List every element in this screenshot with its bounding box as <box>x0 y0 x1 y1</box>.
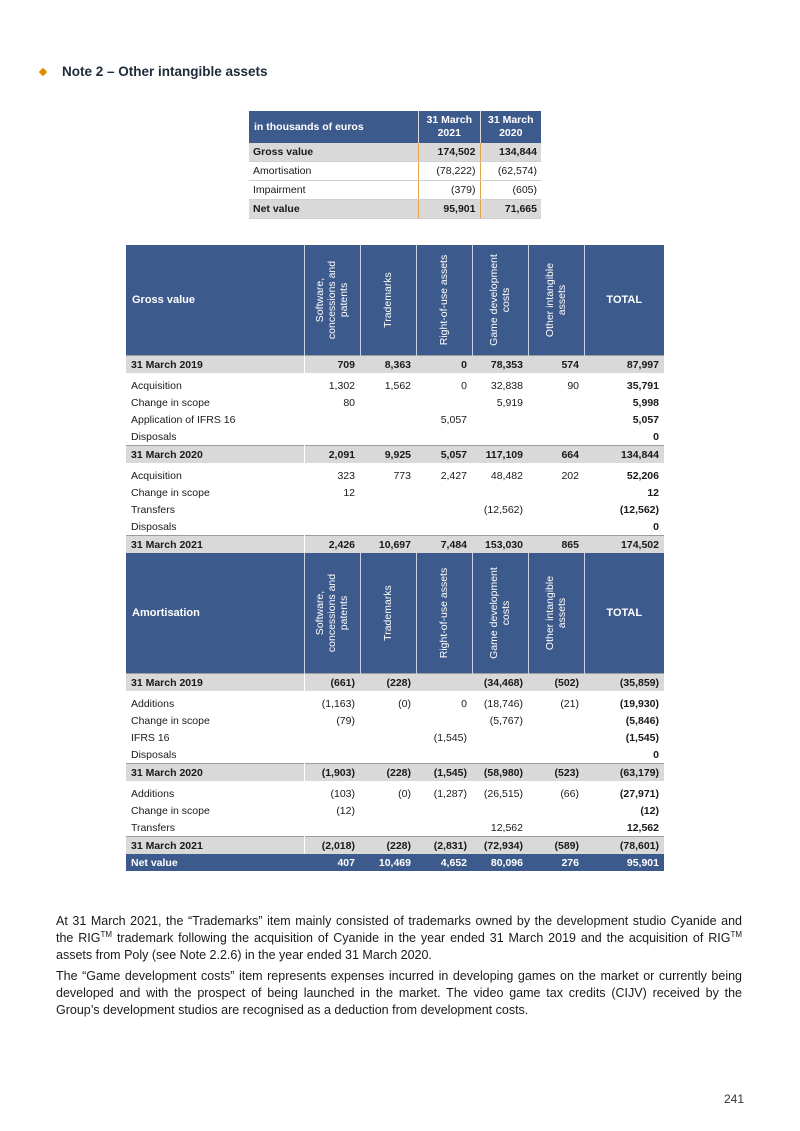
table-cell: 12 <box>343 486 355 499</box>
table-cell: (21) <box>560 697 579 710</box>
row-label: Change in scope <box>131 804 210 817</box>
table-cell <box>360 411 416 428</box>
table-cell <box>472 746 528 764</box>
table-cell: 664 <box>528 446 584 464</box>
table-cell: (66) <box>560 787 579 800</box>
table-cell <box>304 746 360 764</box>
table-cell: 9,925 <box>360 446 416 464</box>
table-row <box>126 746 664 764</box>
table-row <box>126 695 664 712</box>
table-cell <box>472 484 528 501</box>
table-row <box>126 729 664 746</box>
table-row <box>126 837 664 855</box>
summary-row <box>249 162 541 181</box>
table-cell <box>528 394 584 411</box>
table-cell <box>360 746 416 764</box>
col-header-right-of-use: Right-of-use assets <box>416 245 472 356</box>
table-cell: (19,930) <box>619 697 659 710</box>
col-header-game-dev: Game development costs <box>472 553 528 674</box>
movement-table <box>126 245 664 871</box>
summary-cell: 95,901 <box>419 200 481 219</box>
table-cell: (228) <box>360 674 416 692</box>
col-header-total: TOTAL <box>584 553 664 674</box>
table-cell <box>472 729 528 746</box>
table-cell: 8,363 <box>360 356 416 374</box>
table-cell: (34,468) <box>472 674 528 692</box>
table-row <box>126 411 664 428</box>
table-cell: 709 <box>304 356 360 374</box>
table-row <box>126 484 664 501</box>
table-row <box>126 394 664 411</box>
col-header-right-of-use: Right-of-use assets <box>416 553 472 674</box>
table-cell <box>416 428 472 446</box>
table-row <box>126 536 664 554</box>
table-cell: (228) <box>360 764 416 782</box>
table-cell <box>528 802 584 819</box>
table-cell: 87,997 <box>584 356 664 374</box>
table-cell: 80,096 <box>472 854 528 871</box>
row-label: Disposals <box>131 520 177 533</box>
table-cell: (72,934) <box>472 837 528 855</box>
summary-cell: 174,502 <box>419 143 481 162</box>
row-label: Disposals <box>131 430 177 443</box>
row-label: Acquisition <box>131 469 182 482</box>
row-label: 31 March 2020 <box>126 446 304 464</box>
table-cell: (523) <box>528 764 584 782</box>
table-cell: (2,831) <box>416 837 472 855</box>
table-cell: 5,919 <box>496 396 523 409</box>
table-cell: 2,091 <box>304 446 360 464</box>
table-row <box>126 518 664 536</box>
table-cell: 0 <box>653 748 659 761</box>
table-row <box>126 674 664 692</box>
table-cell <box>416 394 472 411</box>
summary-header-2020: 31 March 2020 <box>480 111 541 143</box>
table-cell: (26,515) <box>483 787 523 800</box>
row-label: Additions <box>131 787 175 800</box>
row-label: Change in scope <box>131 396 210 409</box>
table-cell: 5,057 <box>440 413 467 426</box>
col-header-trademarks: Trademarks <box>360 553 416 674</box>
table-cell: (0) <box>398 787 411 800</box>
summary-row <box>249 200 541 219</box>
summary-cell: (78,222) <box>419 162 481 181</box>
table-cell: 80 <box>343 396 355 409</box>
table-cell: 5,057 <box>632 413 659 426</box>
table-cell: 48,482 <box>490 469 523 482</box>
table-cell: (1,545) <box>433 731 467 744</box>
table-cell <box>528 712 584 729</box>
table-cell: (35,859) <box>584 674 664 692</box>
col-header-other: Other intangible assets <box>528 553 584 674</box>
row-label: 31 March 2019 <box>126 674 304 692</box>
summary-header-label: in thousands of euros <box>249 111 419 143</box>
table-cell: (1,545) <box>625 731 659 744</box>
table-cell: 95,901 <box>584 854 664 871</box>
summary-cell: (605) <box>480 181 541 200</box>
table-cell <box>416 802 472 819</box>
table-cell: (0) <box>398 697 411 710</box>
table-cell: 276 <box>528 854 584 871</box>
table-cell: (1,545) <box>416 764 472 782</box>
note-title: Note 2 – Other intangible assets <box>62 64 268 79</box>
summary-cell: (62,574) <box>480 162 541 181</box>
table-row <box>126 356 664 374</box>
table-cell: 5,998 <box>632 396 659 409</box>
table-cell: 574 <box>528 356 584 374</box>
table-cell: 0 <box>653 520 659 533</box>
table-cell <box>416 501 472 518</box>
table-cell <box>360 428 416 446</box>
table-cell: (589) <box>528 837 584 855</box>
row-label: IFRS 16 <box>131 731 170 744</box>
summary-cell: 71,665 <box>480 200 541 219</box>
summary-row-label: Impairment <box>249 181 419 200</box>
summary-table <box>249 111 541 219</box>
table-cell: (12,562) <box>483 503 523 516</box>
table-cell: 202 <box>561 469 579 482</box>
row-label: Acquisition <box>131 379 182 392</box>
table-cell: 134,844 <box>584 446 664 464</box>
table-cell <box>416 674 472 692</box>
table-row <box>126 819 664 837</box>
row-label: Additions <box>131 697 175 710</box>
col-header-software: Software, concessions and patents <box>304 553 360 674</box>
row-label: Net value <box>126 854 304 871</box>
table-cell: 153,030 <box>472 536 528 554</box>
table-cell: (5,846) <box>625 714 659 727</box>
table-cell: (661) <box>304 674 360 692</box>
table-cell: 407 <box>304 854 360 871</box>
table-cell: 5,057 <box>416 446 472 464</box>
table-cell <box>416 746 472 764</box>
table-cell: (12) <box>640 804 659 817</box>
table-cell <box>416 484 472 501</box>
table-cell: 7,484 <box>416 536 472 554</box>
table-cell <box>304 411 360 428</box>
trademarks-paragraph: At 31 March 2021, the “Trademarks” item mainly consisted of trademarks owned by the development studio Cyanide and the RIG™ trademark following the acquisition of Cyanide in the year ended 31 March 2019 and the acquisition of RIG™ assets from Poly (see Note 2.2.6) in the year ended 31 March 2020. <box>56 913 742 962</box>
table-row <box>126 377 664 394</box>
table-cell <box>528 819 584 837</box>
col-header-game-dev: Game development costs <box>472 245 528 356</box>
table-cell: (58,980) <box>472 764 528 782</box>
table-cell: (63,179) <box>584 764 664 782</box>
table-cell: 2,427 <box>440 469 467 482</box>
table-cell: 12,562 <box>626 821 659 834</box>
table-cell: 10,697 <box>360 536 416 554</box>
table-cell: 35,791 <box>626 379 659 392</box>
summary-cell: 134,844 <box>480 143 541 162</box>
table-cell <box>416 518 472 536</box>
table-cell: 0 <box>461 379 467 392</box>
table-cell: 52,206 <box>626 469 659 482</box>
summary-row-label: Gross value <box>249 143 419 162</box>
table-cell: (502) <box>528 674 584 692</box>
table-cell <box>304 428 360 446</box>
row-label: Transfers <box>131 821 175 834</box>
table-cell: (5,767) <box>489 714 523 727</box>
amortisation-section <box>126 553 664 871</box>
table-cell <box>472 428 528 446</box>
page-number: 241 <box>724 1092 745 1106</box>
table-cell: (27,971) <box>619 787 659 800</box>
summary-row <box>249 181 541 200</box>
table-cell: 1,562 <box>384 379 411 392</box>
table-row <box>126 802 664 819</box>
gross-value-section <box>126 245 664 553</box>
table-cell <box>304 518 360 536</box>
table-cell: 0 <box>461 697 467 710</box>
table-cell: (79) <box>336 714 355 727</box>
table-cell: (1,903) <box>304 764 360 782</box>
table-row <box>126 428 664 446</box>
row-label: 31 March 2019 <box>126 356 304 374</box>
row-label: Application of IFRS 16 <box>131 413 236 426</box>
table-cell <box>304 819 360 837</box>
table-cell: 12,562 <box>490 821 523 834</box>
table-cell: (78,601) <box>584 837 664 855</box>
table-row <box>126 446 664 464</box>
table-cell: (1,163) <box>321 697 355 710</box>
table-cell: (228) <box>360 837 416 855</box>
col-header-software: Software, concessions and patents <box>304 245 360 356</box>
table-cell <box>528 746 584 764</box>
row-label: Change in scope <box>131 714 210 727</box>
table-cell: (12,562) <box>619 503 659 516</box>
table-cell: 32,838 <box>490 379 523 392</box>
table-cell: 78,353 <box>472 356 528 374</box>
table-row <box>126 764 664 782</box>
table-cell: (1,287) <box>433 787 467 800</box>
table-cell <box>360 484 416 501</box>
amort-section-title: Amortisation <box>126 553 304 674</box>
table-cell <box>528 484 584 501</box>
summary-row-label: Amortisation <box>249 162 419 181</box>
table-row <box>126 854 664 871</box>
table-cell <box>360 802 416 819</box>
table-cell: 773 <box>393 469 411 482</box>
row-label: Change in scope <box>131 486 210 499</box>
row-label: 31 March 2020 <box>126 764 304 782</box>
row-label: 31 March 2021 <box>126 536 304 554</box>
table-cell: 2,426 <box>304 536 360 554</box>
row-label: Disposals <box>131 748 177 761</box>
table-cell <box>472 518 528 536</box>
table-cell: (12) <box>336 804 355 817</box>
summary-row <box>249 143 541 162</box>
table-cell <box>304 729 360 746</box>
col-header-trademarks: Trademarks <box>360 245 416 356</box>
table-cell <box>360 394 416 411</box>
table-cell: 865 <box>528 536 584 554</box>
summary-header-2021: 31 March 2021 <box>419 111 481 143</box>
game-dev-paragraph: The “Game development costs” item represents expenses incurred in developing games on the market or currently being developed and with the prospect of being launched in the market. The video game tax credits (CIJV) received by the Group’s development studios are recognised as a deduction from development costs. <box>56 968 742 1017</box>
table-cell <box>360 819 416 837</box>
summary-cell: (379) <box>419 181 481 200</box>
table-cell: 12 <box>647 486 659 499</box>
table-cell <box>528 411 584 428</box>
table-cell: 0 <box>653 430 659 443</box>
table-cell <box>416 712 472 729</box>
table-cell: 174,502 <box>584 536 664 554</box>
table-cell: 0 <box>416 356 472 374</box>
table-cell <box>528 518 584 536</box>
table-cell <box>360 518 416 536</box>
table-cell <box>304 501 360 518</box>
summary-row-label: Net value <box>249 200 419 219</box>
row-label: Transfers <box>131 503 175 516</box>
table-cell: (2,018) <box>304 837 360 855</box>
table-cell <box>528 729 584 746</box>
note-heading <box>40 64 268 79</box>
table-row <box>126 467 664 484</box>
table-cell <box>360 729 416 746</box>
table-cell: (18,746) <box>483 697 523 710</box>
table-cell: (103) <box>330 787 355 800</box>
table-cell <box>528 501 584 518</box>
table-cell <box>416 819 472 837</box>
table-cell <box>360 712 416 729</box>
table-cell: 1,302 <box>328 379 355 392</box>
table-cell <box>360 501 416 518</box>
table-cell: 90 <box>567 379 579 392</box>
row-label: 31 March 2021 <box>126 837 304 855</box>
table-cell: 10,469 <box>360 854 416 871</box>
gross-section-title: Gross value <box>126 245 304 356</box>
table-row <box>126 501 664 518</box>
table-row <box>126 785 664 802</box>
table-cell: 117,109 <box>472 446 528 464</box>
col-header-other: Other intangible assets <box>528 245 584 356</box>
table-cell: 323 <box>337 469 355 482</box>
table-cell <box>472 802 528 819</box>
table-cell <box>528 428 584 446</box>
diamond-bullet-icon <box>39 67 47 75</box>
table-cell: 4,652 <box>416 854 472 871</box>
col-header-total: TOTAL <box>584 245 664 356</box>
table-cell <box>472 411 528 428</box>
table-row <box>126 712 664 729</box>
